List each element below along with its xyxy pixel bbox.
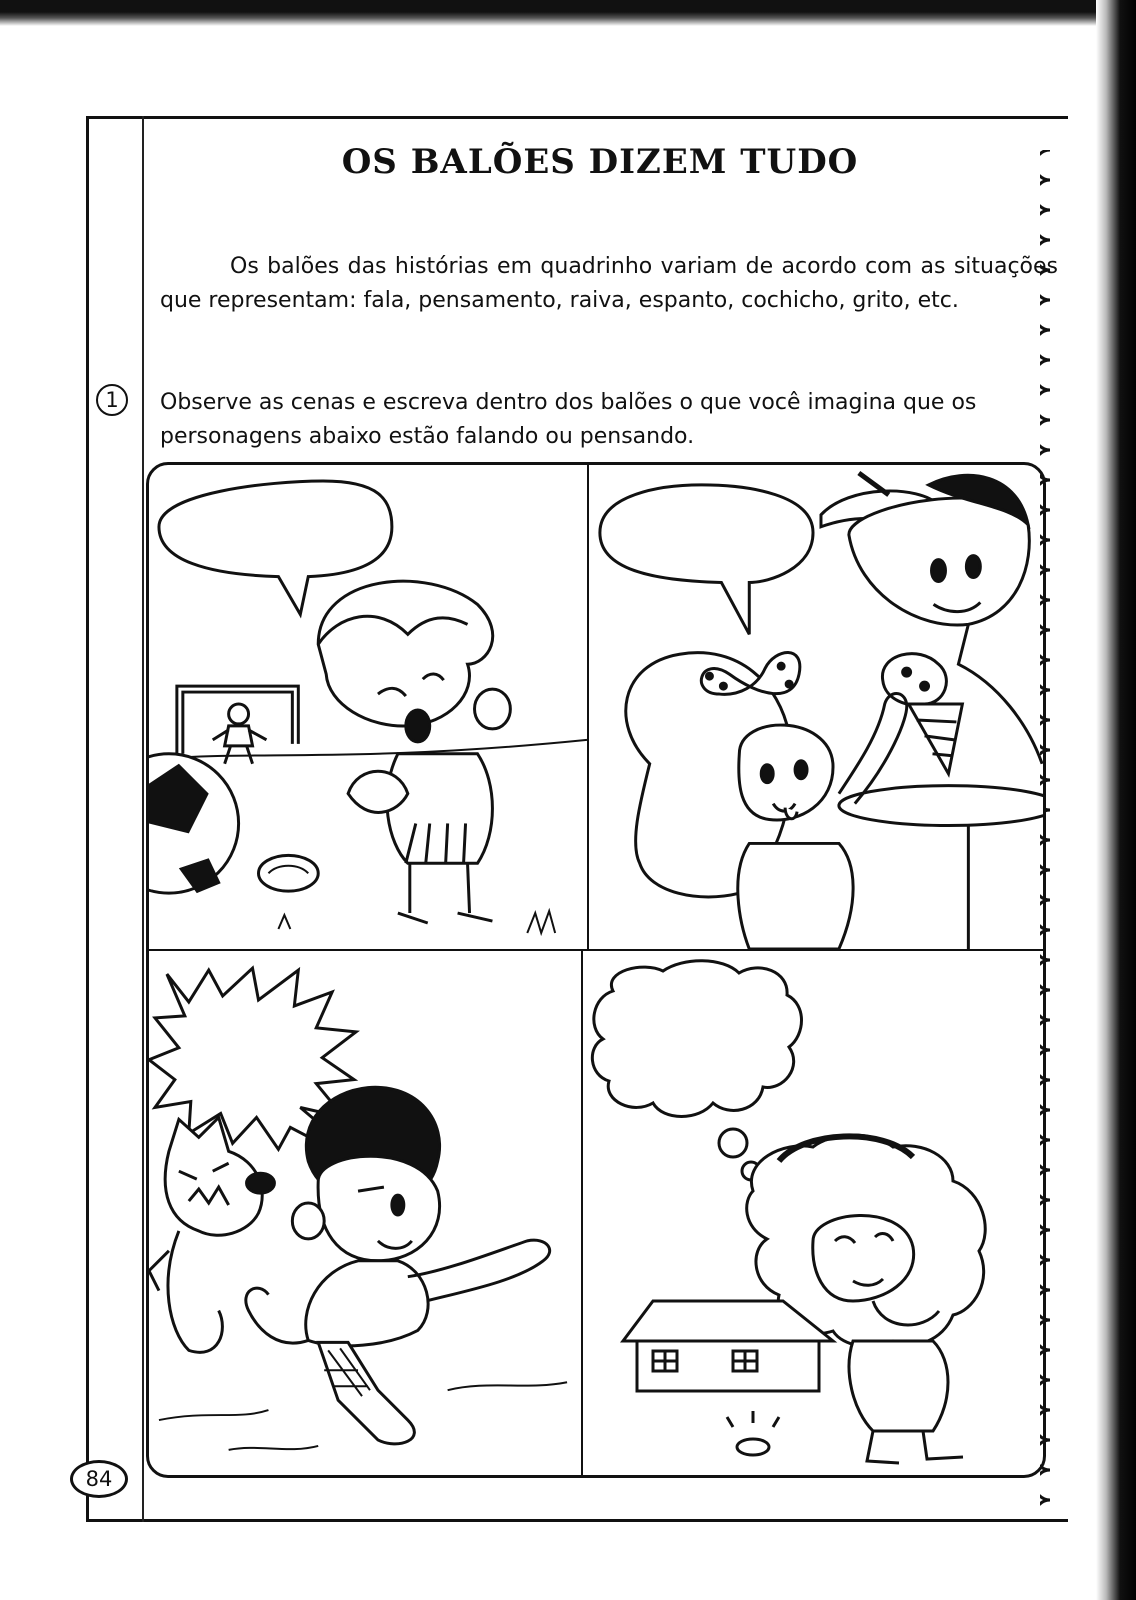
dog-character <box>149 1117 274 1352</box>
page-title: OS BALÕES DIZEM TUDO <box>341 142 859 182</box>
panel-3 <box>149 951 583 1475</box>
scan-right-edge <box>1096 0 1136 1600</box>
soccer-ball <box>149 754 239 893</box>
scan-top-edge <box>0 0 1136 26</box>
panel-4 <box>583 951 1043 1475</box>
stone <box>259 855 319 891</box>
panel-1 <box>149 465 589 951</box>
running-boy-character <box>246 1087 550 1444</box>
curly-girl-character <box>747 1135 986 1463</box>
question-instruction: Observe as cenas e escreva dentro dos balões o que você imagina que os personagens abaixo estão falando ou pensando. <box>160 390 977 449</box>
field-line <box>149 740 587 760</box>
grass-tufts <box>278 911 555 933</box>
panel-2 <box>589 465 1043 951</box>
question-number: 1 <box>96 384 128 416</box>
coin-on-ground <box>727 1411 779 1455</box>
margin-line <box>142 116 144 1522</box>
perforated-edge <box>1040 150 1100 1520</box>
table <box>839 786 1043 949</box>
house-drawing <box>623 1301 833 1391</box>
intro-paragraph: Os balões das histórias em quadrinho variam de acordo com as situações que representam: fala, pensamento, raiva, espanto, cochicho, grito, etc. <box>160 254 1058 313</box>
page-number: 84 <box>70 1460 128 1498</box>
comic-strip <box>146 462 1046 1478</box>
goal-post <box>177 686 298 754</box>
speech-balloon-2[interactable] <box>600 485 813 634</box>
ice-cream-cone <box>882 654 962 774</box>
